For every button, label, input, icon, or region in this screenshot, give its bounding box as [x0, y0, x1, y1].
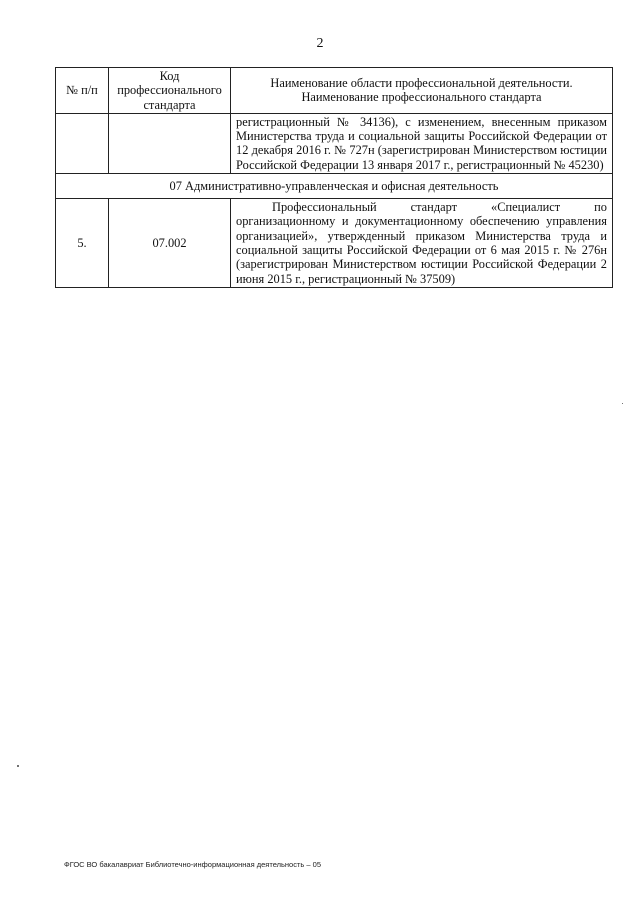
table-header-row [56, 68, 613, 114]
table-row [56, 199, 613, 288]
header-num: № п/п [56, 68, 109, 114]
header-name [231, 68, 613, 114]
table-section-row [56, 174, 613, 199]
scan-speck [17, 765, 19, 767]
continuation-text: регистрационный № 34136), с изменением, внесенным приказом Министерства труда и социальной защиты Российской Федерации от 12 декабря 2016 г. № 727н (зарегистрирован Министерством юстиции Российской Федерации 13 января 2017 г., регистрационный № 45230) [231, 113, 613, 173]
scan-speck [622, 403, 623, 404]
header-code: Код профессионального стандарта [109, 68, 231, 114]
header-name-line2: Наименование профессионального стандарта [301, 90, 542, 105]
section-title: 07 Административно-управленческая и офисная деятельность [56, 174, 613, 199]
row-code: 07.002 [109, 199, 231, 288]
document-footer: ФГОС ВО бакалавриат Библиотечно-информационная деятельность – 05 [64, 860, 321, 869]
page-number: 2 [316, 36, 324, 51]
continuation-code-cell [109, 113, 231, 173]
continuation-num-cell [56, 113, 109, 173]
professional-standards-table [55, 67, 613, 288]
table-row-continuation [56, 113, 613, 173]
row-text: Профессиональный стандарт «Специалист по организационному и документационному обеспечению управления организацией», утвержденный приказом Министерства труда и социальной защиты Российской Федерации от 6 мая 2015 г. № 276н (зарегистрирован Министерством юстиции Российской Федерации 2 июня 2015 г., регистрационный № 37509) [231, 199, 613, 288]
row-num: 5. [56, 199, 109, 288]
header-name-line1: Наименование области профессиональной деятельности. [270, 76, 573, 91]
